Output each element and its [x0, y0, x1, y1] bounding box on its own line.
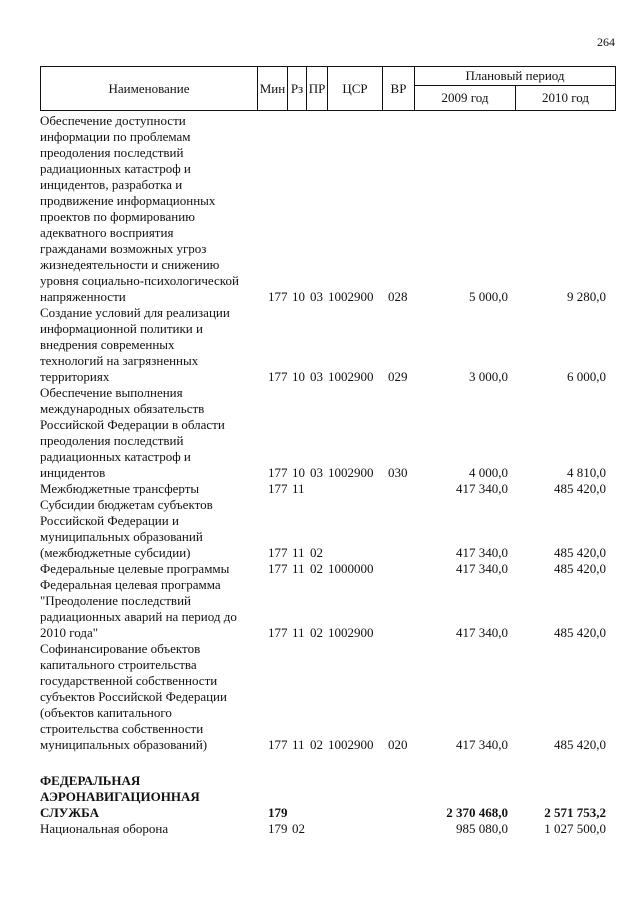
row-min: 177 [268, 369, 288, 384]
row-vr: 029 [388, 369, 408, 384]
row-pr: 03 [310, 369, 323, 384]
row-rz: 10 [292, 369, 305, 384]
row-value-2010: 485 420,0 [554, 545, 606, 560]
row-codes [268, 465, 448, 481]
row-value-2010: 485 420,0 [554, 737, 606, 752]
row-codes [268, 625, 448, 641]
row-codes [268, 561, 448, 577]
table-header [40, 66, 616, 111]
row-rz: 11 [292, 481, 305, 496]
row-name: Межбюджетные трансферты [40, 481, 200, 496]
row-csr: 1002900 [328, 369, 374, 384]
row-pr: 02 [310, 737, 323, 752]
row-value-2010: 1 027 500,0 [544, 821, 606, 836]
row-pr: 03 [310, 465, 323, 480]
row-codes [268, 481, 448, 497]
table-row [40, 497, 616, 561]
header-name: Наименование [40, 66, 258, 111]
table-row [40, 773, 616, 821]
row-codes [268, 369, 448, 385]
row-csr: 1002900 [328, 625, 374, 640]
row-min: 179 [268, 821, 288, 836]
page-number: 264 [597, 35, 615, 49]
table-row [40, 561, 616, 577]
table-row [40, 577, 616, 641]
row-rz: 10 [292, 289, 305, 304]
row-name: Субсидии бюджетам субъектов Российской Федерации и муниципальных образований (межбюджетные субсидии) [40, 497, 213, 560]
row-rz: 10 [292, 465, 305, 480]
row-value-2009: 4 000,0 [469, 465, 508, 480]
row-min: 177 [268, 561, 288, 576]
header-csr: ЦСР [327, 66, 383, 111]
row-min: 177 [268, 481, 288, 496]
row-csr: 1002900 [328, 289, 374, 304]
row-name: ФЕДЕРАЛЬНАЯ АЭРОНАВИГАЦИОННАЯ СЛУЖБА [40, 773, 200, 820]
header-year-2010: 2010 год [515, 85, 616, 111]
header-min: Мин [257, 66, 288, 111]
header-plan-period: Плановый период [414, 66, 616, 86]
row-min: 177 [268, 545, 288, 560]
row-value-2009: 417 340,0 [456, 481, 508, 496]
row-pr: 03 [310, 289, 323, 304]
row-min: 179 [268, 805, 288, 820]
header-year-2009: 2009 год [414, 85, 516, 111]
table-body [40, 113, 616, 837]
table-row [40, 641, 616, 753]
header-rz: Рз [287, 66, 307, 111]
row-pr: 02 [310, 561, 323, 576]
row-value-2009: 2 370 468,0 [446, 805, 508, 820]
row-rz: 11 [292, 545, 305, 560]
row-min: 177 [268, 289, 288, 304]
row-name: Софинансирование объектов капитального строительства государственной собственности субъектов Российской Федерации (объектов капитального строительства собственности муниципальных образований) [40, 641, 227, 752]
row-vr: 020 [388, 737, 408, 752]
row-value-2009: 417 340,0 [456, 625, 508, 640]
row-value-2010: 485 420,0 [554, 481, 606, 496]
section-gap [40, 753, 616, 773]
row-csr: 1002900 [328, 465, 374, 480]
row-value-2010: 2 571 753,2 [544, 805, 606, 820]
row-name: Национальная оборона [40, 821, 169, 836]
row-vr: 030 [388, 465, 408, 480]
row-value-2009: 3 000,0 [469, 369, 508, 384]
row-vr: 028 [388, 289, 408, 304]
row-rz: 11 [292, 625, 305, 640]
row-rz: 11 [292, 561, 305, 576]
header-vr: ВР [382, 66, 415, 111]
row-csr: 1000000 [328, 561, 374, 576]
row-value-2009: 417 340,0 [456, 545, 508, 560]
header-pr: ПР [306, 66, 328, 111]
row-value-2010: 6 000,0 [567, 369, 606, 384]
row-value-2010: 485 420,0 [554, 625, 606, 640]
row-pr: 02 [310, 545, 323, 560]
row-codes [268, 805, 448, 821]
row-name: Обеспечение выполнения международных обязательств Российской Федерации в области преодоления последствий радиационных катастроф и инцидентов [40, 385, 225, 480]
table-row [40, 385, 616, 481]
row-name: Создание условий для реализации информационной политики и внедрения современных технологий на загрязненных территориях [40, 305, 230, 384]
row-csr: 1002900 [328, 737, 374, 752]
row-rz: 11 [292, 737, 305, 752]
row-codes [268, 821, 448, 837]
row-min: 177 [268, 625, 288, 640]
row-value-2009: 417 340,0 [456, 737, 508, 752]
table-row [40, 113, 616, 305]
row-value-2010: 9 280,0 [567, 289, 606, 304]
row-value-2009: 5 000,0 [469, 289, 508, 304]
row-value-2009: 417 340,0 [456, 561, 508, 576]
row-pr: 02 [310, 625, 323, 640]
row-name: Обеспечение доступности информации по проблемам преодоления последствий радиационных катастроф и инцидентов, разработка и продвижение информационных проектов по формированию адекватного восприятия гражданами возможных угроз жизнедеятельности и снижению уровня социально-психологической напряженности [40, 113, 239, 304]
table-row [40, 821, 616, 837]
row-name: Федеральная целевая программа "Преодоление последствий радиационных аварий на период до 2010 года" [40, 577, 237, 640]
row-value-2009: 985 080,0 [456, 821, 508, 836]
row-value-2010: 485 420,0 [554, 561, 606, 576]
row-min: 177 [268, 737, 288, 752]
row-codes [268, 289, 448, 305]
row-value-2010: 4 810,0 [567, 465, 606, 480]
row-name: Федеральные целевые программы [40, 561, 230, 576]
table-row [40, 305, 616, 385]
row-codes [268, 737, 448, 753]
row-min: 177 [268, 465, 288, 480]
table-row [40, 481, 616, 497]
row-rz: 02 [292, 821, 305, 836]
row-codes [268, 545, 448, 561]
